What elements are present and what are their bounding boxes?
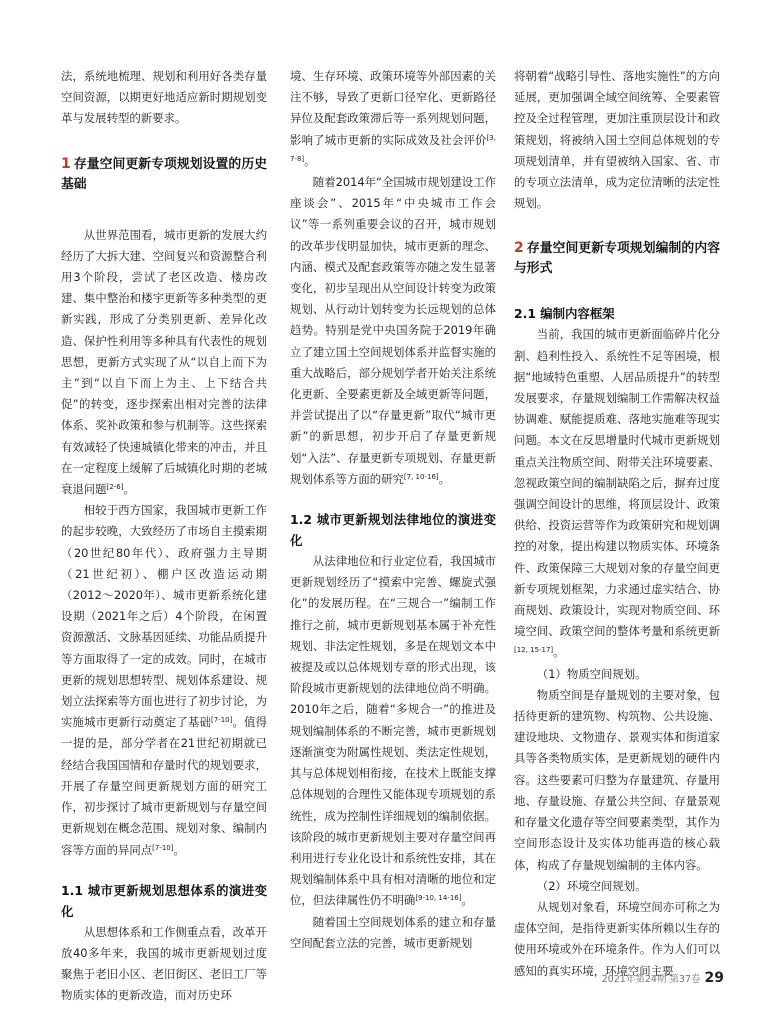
citation: [12, 15-17] [514,646,554,655]
section-heading-2 [514,238,720,279]
column-3 [514,66,720,982]
section-number: 1 [61,155,71,172]
section-title: 存量空间更新专项规划设置的历史基础 [61,156,267,192]
citation: [2-6] [106,483,124,492]
subsection-heading-1-1: 1.1 城市更新规划思想体系的演进变化 [61,882,267,919]
section-title: 存量空间更新专项规划编制的内容与形式 [514,241,720,277]
paragraph: 从规划对象看，环境空间亦可称之为虚体空间，是指待更新实体所赖以生存的使用环境或外在环境条件。作为人们可以感知的真实环境，环境空间主要 [514,899,720,978]
paragraph: 随着2014年“全国城市规划建设工作座谈会”、2015年“中央城市工作会议”等一系列重要会议的召开，城市规划的改革步伐明显加快，城市更新的理念、内涵、模式及配套政策等亦随之发生显著变化，初步呈现出从空间设计转变为政策规划、从行动计划转变为长远规划的总体趋势。特别是党中央国务院于2019年确立了建立国土空间规划体系并监督实施的重大战略后，部分规划学者开始关注系统化更新、全要素更新及全域更新等问题，并尝试提出了以“存量更新”取代“城市更新”的新思想，初步开启了存量更新规划“入法”、存量更新专项规划、存量更新规划体系等方面的研究[7, 10-16]。 [290,175,496,486]
paragraph: 从思想体系和工作侧重点看，改革开放40多年来，我国的城市更新规划过度聚焦于老旧小区、老旧街区、老旧工厂等物质实体的更新改造，而对历史环 [61,924,267,1003]
column-1 [61,66,267,1007]
citation: [7, 10-16] [403,472,439,481]
subsection-heading-2-1: 2.1 编制内容框架 [514,306,615,322]
citation: [9-10, 14-16] [415,894,462,903]
list-item-2: （2）环境空间规划。 [536,878,647,893]
citation: [3, 7-8] [290,133,496,163]
list-item-1: （1）物质空间规划。 [536,666,647,681]
paragraph: 当前，我国的城市更新面临碎片化分割、趋利性投入、系统性不足等困境，根据“地域特色重塑、人居品质提升”的转型发展要求，存量规划编制工作需解决权益协调难、赋能提质难、落地实施难等现实问题。本文在反思增量时代城市更新规划重点关注物质空间、附带关注环境要素、忽视政策空间的编制缺陷之后，摒弃过度强调空间设计的思维，将顶层设计、政策供给、投资运营等作为政策研究和规划调控的对象，提出构建以物质实体、环境条件、政策保障三大规划对象的存量空间更新专项规划框架，力求通过虚实结合、协商规划、政策设计，实现对物质空间、环境空间、政策空间的整体考量和系统更新[12, 15-17]。 [514,327,720,660]
paragraph: 从世界范围看，城市更新的发展大约经历了大拆大建、空间复兴和资源整合利用3个阶段，尝试了老区改造、楼房改建、集中整治和楼宇更新等多种类型的更新实践，形成了分类别更新、差异化改造、保护性利用等多种具有代表性的规划思想，更新方式实现了从“以自上而下为主”到“以自下而上为主、上下结合共促”的转变，逐步探索出相对完善的法律体系、奖补政策和参与机制等。这些探索有效减轻了快速城镇化带来的冲击，并且在一定程度上缓解了后城镇化时期的老城衰退问题[2-6]。 [61,227,267,497]
paragraph: 法，系统地梳理、规划和利用好各类存量空间资源，以期更好地适应新时期规划变革与发展转型的新要求。 [61,69,267,126]
paragraph: 相较于西方国家，我国城市更新工作的起步较晚，大致经历了市场自主摸索期（20世纪80年代）、政府强力主导期（21世纪初）、棚户区改造运动期（2012～2020年）、城市更新系统化建设期（2021年之后）4个阶段，在闲置资源激活、文脉基因延续、功能品质提升等方面取得了一定的成效。同时，在城市更新的规划思想转型、规划体系建设、规划立法探索等方面也进行了初步讨论，为实施城市更新行动奠定了基础[7-10]。值得一提的是，部分学者在21世纪初期就已经结合我国国情和存量时代的规划要求，开展了存量空间更新规划方面的研究工作，初步探讨了城市更新规划与存量空间更新规划在概念范围、规划对象、编制内容等方面的异同点[7-10]。 [61,503,267,857]
paragraph: 境、生存环境、政策环境等外部因素的关注不够，导致了更新口径窄化、更新路径异位及配套政策滞后等一系列规划问题，影响了城市更新的实际成效及社会评价[3, 7-8]。 [290,69,496,168]
paragraph: 物质空间是存量规划的主要对象，包括待更新的建筑物、构筑物、公共设施、建设地块、文物遗存、景观实体和街道家具等各类物质实体，是更新规划的硬件内容。这些要素可归整为存量建筑、存量用地、存量设施、存量公共空间、存量景观和存量文化遗存等空间要素类型，其作为空间形态设计及实体功能再造的核心载体，构成了存量规划编制的主体内容。 [514,687,720,872]
section-heading-1 [61,154,267,195]
section-number: 2 [514,240,524,257]
citation: [7-10] [211,716,233,725]
column-2 [290,66,496,954]
citation: [7-10] [152,843,174,852]
subsection-heading-1-2: 1.2 城市更新规划法律地位的演进变化 [290,512,496,549]
paragraph: 将朝着“战略引导性、落地实施性”的方向延展，更加强调全域空间统筹、全要素管控及全过程管理，更加注重顶层设计和政策规划，将被纳入国土空间总体规划的专项规划清单，并有望被纳入国家、省、市的专项立法清单，成为定位清晰的法定性规划。 [514,69,720,211]
page-footer [602,970,724,986]
paragraph: 从法律地位和行业定位看，我国城市更新规划经历了“摸索中完善、螺旋式强化”的发展历程。在“三规合一”编制工作推行之前，城市更新规划基本属于补充性规划、非法定性规划，多是在规划文本中被提及或以总体规划专章的形式出现，该阶段城市更新规划的法律地位尚不明确。2010年之后，随着“多规合一”的推进及规划编制体系的不断完善，城市更新规划逐渐演变为附属性规划、类法定性规划，其与总体规划相衔接，在技术上既能支撑总体规划的合理性又能体现专项规划的系统性，成为控制性详细规划的编制依据。该阶段的城市更新规划主要对存量空间再利用进行专业化设计和系统性安排，其在规划编制体系中具有相对清晰的地位和定位，但法律属性仍不明确[9-10, 14-16]。 [290,554,496,908]
page-number: 29 [704,970,724,986]
issue-info: 2021年第24期 第37卷 [601,974,701,985]
paragraph: 随着国土空间规划体系的建立和存量空间配套立法的完善，城市更新规划 [290,914,496,950]
